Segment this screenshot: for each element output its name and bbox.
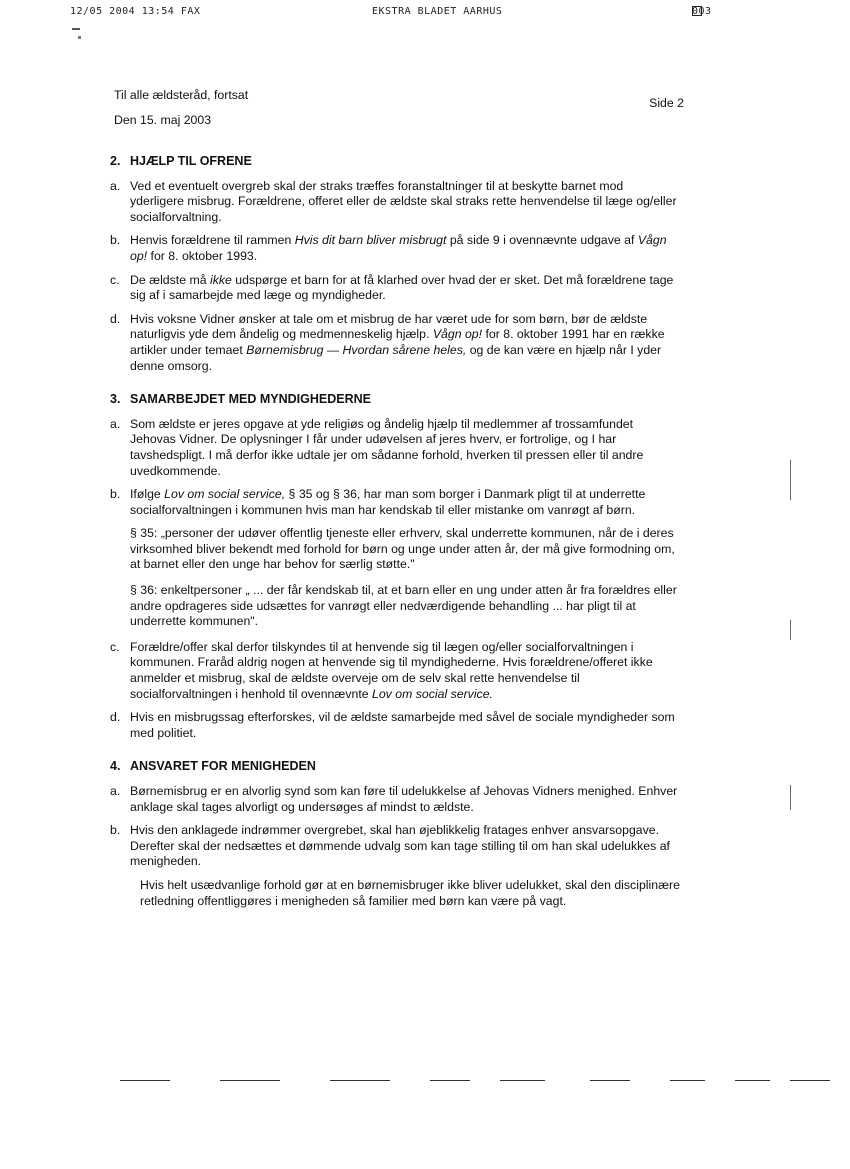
- item-label: d.: [110, 710, 121, 725]
- list-item: [110, 233, 680, 264]
- divider: [790, 1080, 830, 1081]
- section-heading: [110, 392, 680, 408]
- page-label: Side 2: [649, 96, 684, 110]
- section-number: 2.: [110, 154, 121, 168]
- list-item: [110, 823, 680, 870]
- item-text: Som ældste er jeres opgave at yde religiøs og åndelig hjælp til medlemmer af trossamfundet Jehovas Vidner. De oplysninger I får under udøvelsen af jeres hverv, er fortrolige, og I har tavshedspligt. I må derfor ikke udtale jer om sådanne forhold, hverken til pressen eller til andre uvedkommende.: [130, 416, 644, 478]
- divider: [590, 1080, 630, 1081]
- law-quote: [130, 583, 680, 630]
- list-item: [110, 312, 680, 374]
- section-title: SAMARBEJDET MED MYNDIGHEDERNE: [130, 392, 371, 407]
- scan-mark: [790, 785, 791, 810]
- note-paragraph: Hvis helt usædvanlige forhold gør at en børnemisbruger ikke bliver udelukket, skal den disciplinære retledning offentliggøres i menigheden så familier med børn kan være på vagt.: [140, 877, 680, 908]
- item-label: a.: [110, 178, 121, 193]
- divider: [120, 1080, 170, 1081]
- divider: [670, 1080, 705, 1081]
- divider: [430, 1080, 470, 1081]
- item-label: b.: [110, 233, 121, 248]
- list-item: [110, 640, 680, 702]
- fax-header: [0, 6, 850, 22]
- item-label: b.: [110, 823, 121, 838]
- scan-speck: [72, 28, 80, 30]
- divider: [330, 1080, 390, 1081]
- section-number: 3.: [110, 392, 121, 407]
- item-text: Forældre/offer skal derfor tilskyndes til at henvende sig til lægen og/eller socialforvaltningen i kommunen. Fraråd aldrig nogen at henvende sig til myndighederne. Hvis forældrene/offeret ikke anmelder et misbrug, skal de ældste overveje om de selv skal rette henvendelse til socialforvaltningen i henhold til ovennævnte Lov om social service.: [130, 639, 653, 701]
- item-label: a.: [110, 416, 121, 431]
- list-item: [110, 179, 680, 226]
- quote-text: § 35: „personer der udøver offentlig tjeneste eller erhverv, skal underrette kommunen, når de i deres virksomhed bliver bekendt med forhold for børn og unge under atten år, der må give formodning om, at barnet eller den unge har behov for særlig støtte.": [130, 526, 675, 572]
- fax-page-value: 003: [692, 6, 712, 17]
- list-item: [110, 273, 680, 304]
- divider: [220, 1080, 280, 1081]
- list-item: [110, 487, 680, 518]
- item-text: Hvis en misbrugssag efterforskes, vil de ældste samarbejde med såvel de sociale myndigheder som med politiet.: [130, 710, 675, 740]
- scan-speck: [78, 36, 81, 39]
- fax-bottom-rules: [0, 1080, 850, 1082]
- item-text: Hvis voksne Vidner ønsker at tale om et misbrug de har været ude for som børn, bør de ældste naturligvis yde dem åndelig og medmenneskelig hjælp. Vågn op! for 8. oktober 1991 har en række artikler under temaet Børnemisbrug — Hvordan sårene heles, og de kan være en hjælp når I yder denne omsorg.: [130, 311, 665, 373]
- section-number: 4.: [110, 759, 121, 774]
- item-label: d.: [110, 311, 121, 326]
- section-title: ANSVARET FOR MENIGHEDEN: [130, 759, 316, 774]
- item-text: Hvis den anklagede indrømmer overgrebet, skal han øjeblikkelig fratages enhver ansvarsopgave. Derefter skal der nedsættes et dømmende udvalg som kan tage stilling til om han skal udelukkes af menigheden.: [130, 823, 670, 869]
- scan-mark: [790, 460, 791, 500]
- item-label: c.: [110, 272, 120, 287]
- fax-station: EKSTRA BLADET AARHUS: [372, 6, 503, 17]
- law-quote: [130, 526, 680, 573]
- item-label: b.: [110, 487, 121, 502]
- item-text: Henvis forældrene til rammen Hvis dit barn bliver misbrugt på side 9 i ovennævnte udgave af Vågn op! for 8. oktober 1993.: [130, 233, 667, 263]
- quote-text: § 36: enkeltpersoner „ ... der får kendskab til, at et barn eller en ung under atten år fra forældres eller andre opdrageres side udsættes for vanrøgt eller nedværdigende behandling ... har pligt til at underrette kommunen".: [130, 583, 677, 629]
- item-text: Ved et eventuelt overgreb skal der straks træffes foranstaltninger til at beskytte barnet mod yderligere misbrug. Forældrene, offeret eller de ældste skal straks rette henvendelse til læge og/eller socialforvaltning.: [130, 178, 677, 224]
- divider: [735, 1080, 770, 1081]
- list-item: [110, 710, 680, 741]
- item-label: a.: [110, 784, 121, 798]
- letter-header: [110, 84, 684, 136]
- letter-page: [110, 84, 684, 909]
- scan-mark: [790, 620, 791, 640]
- letter-date: Den 15. maj 2003: [114, 113, 212, 127]
- section-heading: [110, 759, 680, 775]
- fax-datetime: 12/05 2004 13:54 FAX: [70, 6, 201, 17]
- section-heading: [110, 154, 680, 170]
- list-item: [110, 784, 680, 815]
- item-text: De ældste må ikke udspørge et barn for at få klarhed over hvad der er sket. Det må forældrene tage sig af i samarbejde med læge og myndigheder.: [130, 272, 674, 303]
- divider: [500, 1080, 545, 1081]
- item-label: c.: [110, 639, 120, 654]
- letter-addressee: Til alle ældsteråd, fortsat: [114, 88, 249, 102]
- section-title: HJÆLP TIL OFRENE: [130, 154, 252, 168]
- item-text: Børnemisbrug er en alvorlig synd som kan føre til udelukkelse af Jehovas Vidners menighed. Enhver anklage skal tages alvorligt og undersøges af mindst to ældste.: [130, 784, 678, 814]
- list-item: [110, 417, 680, 479]
- item-text: Ifølge Lov om social service, § 35 og § 36, har man som borger i Danmark pligt til at underrette socialforvaltningen i kommunen hvis man har kendskab til eller mistanke om vanrøgt af børn.: [130, 487, 646, 517]
